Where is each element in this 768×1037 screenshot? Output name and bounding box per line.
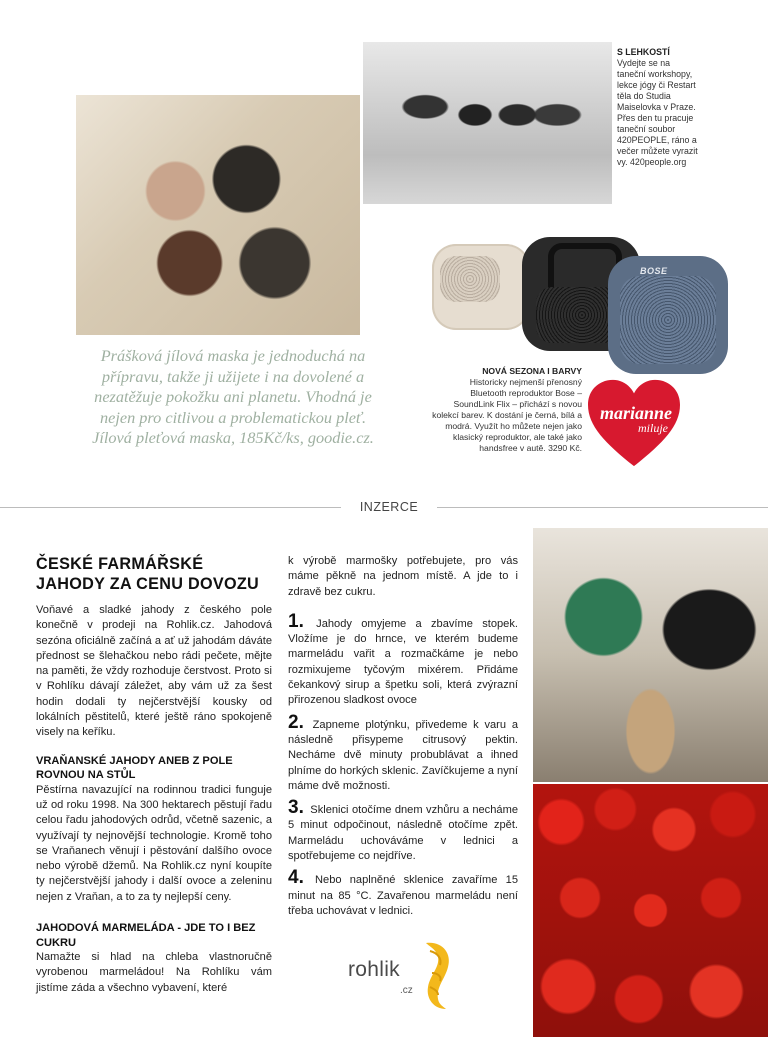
- clay-mask-photo: [76, 95, 360, 335]
- step-1: [288, 610, 518, 709]
- speaker-blue-image: [608, 256, 728, 374]
- step-2-text: Zapneme plotýnku, přivedeme k varu a následně přisypeme citrusový pektin. Necháme dvě minuty probublávat a ihned plníme do horkých sklenic. Zavíčkujeme a nyní máme dvě možnosti.: [288, 718, 518, 792]
- bose-logo: BOSE: [640, 266, 668, 276]
- article-intro: Voňavé a sladké jahody z českého pole konečně v prodeji na Rohlik.cz. Jahodová sezóna oficiálně začíná a ať už jahodám dáváte přednost se šlehačkou nebo rádi pečete, mějte na paměti, že vždy rozhoduje čerstvost. Proto si v Rohlíku dávají záležet, aby vám už za šest hodin dodali ty nejčerstvější kousky od lokálních pěstitelů, které ještě ráno spokojeně visely na keříku.: [36, 604, 272, 739]
- step-3-number: 3.: [288, 797, 304, 819]
- step-2-number: 2.: [288, 711, 304, 733]
- section1-text: Pěstírna navazující na rodinnou tradici funguje už od roku 1998. Na 300 hektarech pěstují řadu celou řadu jahodových odrůd, včetně sazenic, a využívají ty nejnovější technologie. Kromě toho se Vraňanech věnují i pěstování dalšího ovoce nebo výrobě džemů. Na Rohlik.cz nyní koupíte ty nejčerstvější jahody i další ovoce a zeleninu nejen z Vraňan, a to za ty nejlepší ceny.: [36, 783, 272, 903]
- article-middle-column: [288, 554, 518, 919]
- dance-caption: [617, 47, 699, 168]
- step-3: [288, 797, 518, 864]
- inzerce-label: INZERCE: [341, 497, 437, 517]
- step-3-text: Sklenici otočíme dnem vzhůru a necháme 5 minut odpočinout, následně otočíme zpět. Marmeládu uchováváme v lednici a spotřebujeme co nejdříve.: [288, 804, 518, 863]
- middle-intro: k výrobě marmošky potřebujete, pro vás máme pěkně na jednom místě. A jde to i zdravě bez cukru.: [288, 555, 518, 598]
- step-4-number: 4.: [288, 867, 304, 889]
- dancers-photo: [363, 42, 612, 204]
- croissant-icon: [412, 937, 458, 1011]
- step-1-number: 1.: [288, 610, 304, 632]
- step-4-text: Nebo naplněné sklenice zavaříme 15 minut na 85 °C. Zavařenou marmeládu není třeba uchovávat v lednici.: [288, 874, 518, 917]
- marianne-brand-tag: miluje: [638, 421, 668, 435]
- section1-title: VRAŇANSKÉ JAHODY ANEB Z POLE ROVNOU NA STŮL: [36, 754, 233, 782]
- article-title: ČESKÉ FARMÁŘSKÉ JAHODY ZA CENU DOVOZU: [36, 555, 260, 593]
- rohlik-logo-text: rohlik: [348, 958, 400, 981]
- section2-title: JAHODOVÁ MARMELÁDA - JDE TO I BEZ CUKRU: [36, 922, 256, 949]
- article-left-column: [36, 554, 272, 996]
- bose-caption-text: Historicky nejmenší přenosný Bluetooth reproduktor Bose – SoundLink Flix – přichází s novou kolekcí barev. K dostání je černá, bílá a modrá. Využít ho můžete nejen jako klasický reproduktor, ale také jako handsfree v autě. 3290 Kč.: [432, 377, 582, 453]
- bose-caption-heading: NOVÁ SEZONA I BARVY: [482, 366, 582, 376]
- bose-caption: [432, 366, 582, 454]
- dance-caption-text: Vydejte se na taneční workshopy, lekce jógy či Restart těla do Studia Maiselovka v Praze. Přes den tu pracuje taneční soubor 420PEOPLE, ráno a večer můžete vyrazit vy. 420people.org: [617, 58, 698, 167]
- market-photo: [533, 528, 768, 782]
- step-2: [288, 711, 518, 794]
- marianne-heart-text: [588, 404, 684, 435]
- step-4: [288, 867, 518, 919]
- dance-caption-heading: S LEHKOSTÍ: [617, 47, 670, 57]
- strawberries-photo: [533, 784, 768, 1037]
- step-1-text: Jahody omyjeme a zbavíme stopek. Vložíme je do hrnce, ve kterém budeme marmeládu vařit a rozmačkáme je nebo rozmixujeme tyčovým mixérem. Přidáme čekankový sirup a špetku soli, která zvýrazní přirozenou sladkost ovoce: [288, 617, 518, 707]
- marianne-brand-name: marianne: [599, 403, 673, 423]
- section2-text: Namažte si hlad na chleba vlastnoručně vyrobenou marmeládou! Na Rohlíku vám jistíme záda a všechno vybavení, které: [36, 951, 272, 994]
- mask-caption: Prášková jílová maska je jednoduchá na přípravu, takže ji užijete i na dovolené a nezatěžuje pokožku ani planetu. Vhodná je nejen pro citlivou a problematickou pleť. Jílová pleťová maska, 185Kč/ks, goodie.cz.: [92, 346, 374, 448]
- speaker-white-image: [432, 244, 530, 330]
- rohlik-logo-suffix: .cz: [400, 985, 413, 996]
